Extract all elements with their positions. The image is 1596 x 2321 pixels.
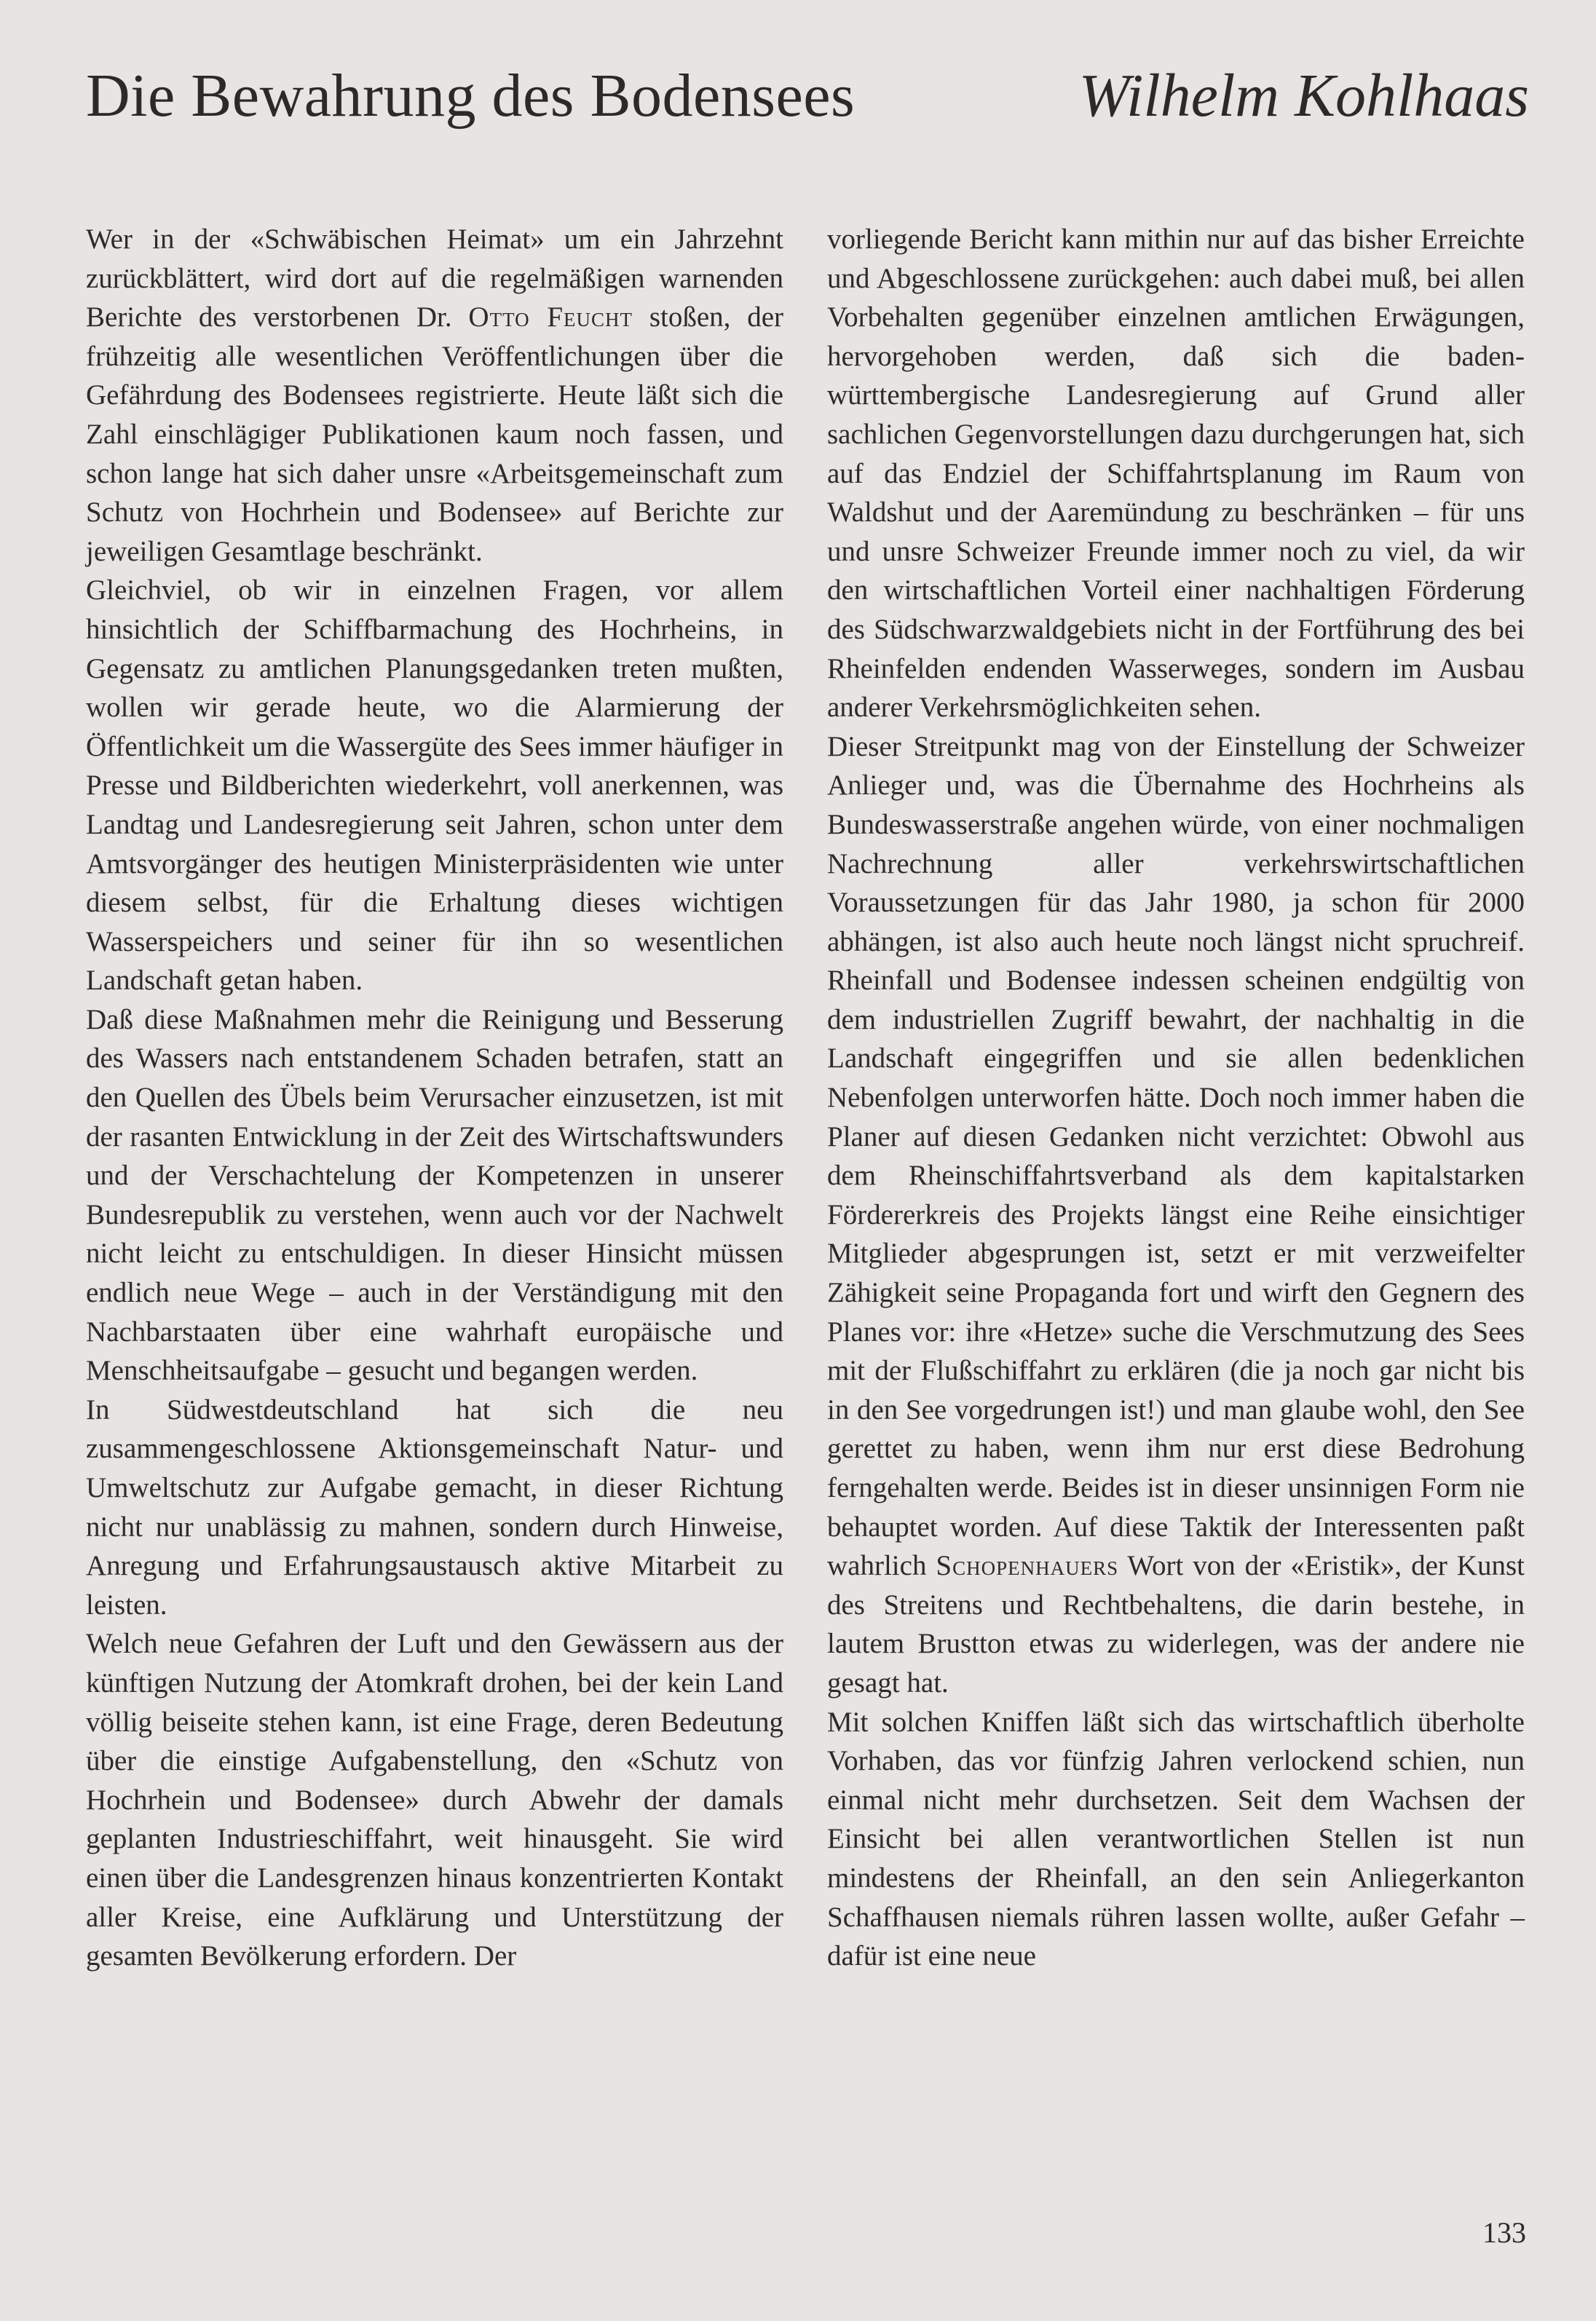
paragraph-right-2 [827, 727, 1525, 1703]
paragraph-text: stoßen, der frühzeitig alle wesentlichen Veröffentlichungen über die Gefährdung des Bodensees registrierte. Heute läßt sich die Zahl einschlägiger Publikationen kaum noch fassen, und schon lange hat sich daher unsre «Arbeitsgemeinschaft zum Schutz von Hochrhein und Bodensee» auf Berichte zur jeweiligen Gesamtlage beschränkt. [86, 301, 784, 567]
left-column [86, 220, 783, 1976]
right-column [827, 220, 1525, 1976]
paragraph-right-1: vorliegende Bericht kann mithin nur auf das bisher Erreichte und Abgeschlossene zurückgehen: auch dabei muß, bei allen Vorbehalten gegenüber einzelnen amtlichen Erwägungen, hervorgehoben werden, daß sich die baden-württembergische Landesregierung auf Grund aller sachlichen Gegenvorstellungen dazu durchgerungen hat, sich auf das Endziel der Schiffahrtsplanung im Raum von Waldshut und der Aaremündung zu beschränken – für uns und unsre Schweizer Freunde immer noch zu viel, da wir den wirtschaftlichen Vorteil einer nachhaltigen Förderung des Südschwarzwaldgebiets nicht in der Fortführung des bei Rheinfelden endenden Wasserweges, sondern im Ausbau anderer Verkehrsmöglichkeiten sehen. [827, 224, 1525, 724]
person-name: Schopenhauers [936, 1550, 1119, 1582]
person-name: Otto Feucht [468, 301, 633, 333]
paragraph-left-5: Welch neue Gefahren der Luft und den Gewässern aus der künftigen Nutzung der Atomkraft drohen, bei der kein Land völlig beiseite stehen kann, ist eine Frage, deren Bedeutung über die einstige Aufgabenstellung, den «Schutz von Hochrhein und Bodensee» durch Abwehr der damals geplanten Industrieschiffahrt, weit hinausgeht. Sie wird einen über die Landesgrenzen hinaus konzentrierten Kontakt aller Kreise, eine Aufklärung und Unterstützung der gesamten Bevölkerung erfordern. Der [86, 1628, 783, 1972]
paragraph-text: Wort von der «Eristik», der Kunst des Streitens und Rechtbehaltens, die darin bestehe, in lautem Brustton etwas zu widerlegen, was der andere nie gesagt hat. [827, 1550, 1525, 1699]
paragraph-left-1 [86, 220, 783, 571]
article-title: Die Bewahrung des Bodensees [86, 62, 856, 130]
paragraph-text: Dieser Streitpunkt mag von der Einstellung der Schweizer Anlieger und, was die Übernahme des Hochrheins als Bundeswasserstraße angehen würde, von einer nochmaligen Nachrechnung aller verkehrswirtschaftlichen Voraussetzungen für das Jahr 1980, ja schon für 2000 abhängen, ist also auch heute noch längst nicht spruchreif. Rheinfall und Bodensee indessen scheinen endgültig von dem industriellen Zugriff bewahrt, der nachhaltig in die Landschaft eingegriffen und sie allen bedenklichen Nebenfolgen unterworfen hätte. Doch noch immer haben die Planer auf diesen Gedanken nicht verzichtet: Obwohl aus dem Rheinschiffahrtsverband als dem kapitalstarken Fördererkreis des Projekts längst eine Reihe einsichtiger Mitglieder abgesprungen ist, setzt er mit verzweifelter Zähigkeit seine Propaganda fort und wirft den Gegnern des Planes vor: ihre «Hetze» suche die Verschmutzung des Sees mit der Flußschiffahrt zu erklären (die ja noch gar nicht bis in den See vorgedrungen ist!) und man glaube wohl, den See gerettet zu haben, wenn ihm nur erst diese Bedrohung ferngehalten werde. Beides ist in dieser unsinnigen Form nie behauptet worden. Auf diese Taktik der Interessenten paßt wahrlich [827, 730, 1525, 1582]
paragraph-text: Wer in der «Schwäbischen Heimat» um ein Jahrzehnt zurückblättert, wird dort auf die regelmäßigen warnenden Berichte des verstorbenen Dr. [86, 224, 783, 333]
article-author: Wilhelm Kohlhaas [1078, 62, 1529, 130]
paragraph-right-3: Mit solchen Kniffen läßt sich das wirtschaftlich überholte Vorhaben, das vor fünfzig Jahren verlockend schien, nun einmal nicht mehr durchsetzen. Seit dem Wachsen der Einsicht bei allen verantwortlichen Stellen ist nun mindestens der Rheinfall, an den sein Anliegerkanton Schaffhausen niemals rühren lassen wollte, außer Gefahr – dafür ist eine neue [827, 1706, 1525, 1972]
paragraph-left-2: Gleichviel, ob wir in einzelnen Fragen, vor allem hinsichtlich der Schiffbarmachung des Hochrheins, in Gegensatz zu amtlichen Planungsgedanken treten mußten, wollen wir gerade heute, wo die Alarmierung der Öffentlichkeit um die Wassergüte des Sees immer häufiger in Presse und Bildberichten wiederkehrt, voll anerkennen, was Landtag und Landesregierung seit Jahren, schon unter dem Amtsvorgänger des heutigen Ministerpräsidenten wie unter diesem selbst, für die Erhaltung dieses wichtigen Wasserspeichers und seiner für ihn so wesentlichen Landschaft getan haben. [86, 574, 783, 997]
page-number: 133 [1482, 2216, 1526, 2249]
paragraph-left-3: Daß diese Maßnahmen mehr die Reinigung und Besserung des Wassers nach entstandenem Schaden betrafen, statt an den Quellen des Übels beim Verursacher einzusetzen, ist mit der rasanten Entwicklung in der Zeit des Wirtschaftswunders und der Verschachtelung der Kompetenzen in unserer Bundesrepublik zu verstehen, wenn auch vor der Nachwelt nicht leicht zu entschuldigen. In dieser Hinsicht müssen endlich neue Wege – auch in der Verständigung mit den Nachbarstaaten über eine wahrhaft europäische und Menschheitsaufgabe – gesucht und begangen werden. [86, 1003, 783, 1387]
paragraph-left-4: In Südwestdeutschland hat sich die neu zusammengeschlossene Aktionsgemeinschaft Natur- und Umweltschutz zur Aufgabe gemacht, in dieser Richtung nicht nur unablässig zu mahnen, sondern durch Hinweise, Anregung und Erfahrungsaustausch aktive Mitarbeit zu leisten. [86, 1393, 783, 1621]
